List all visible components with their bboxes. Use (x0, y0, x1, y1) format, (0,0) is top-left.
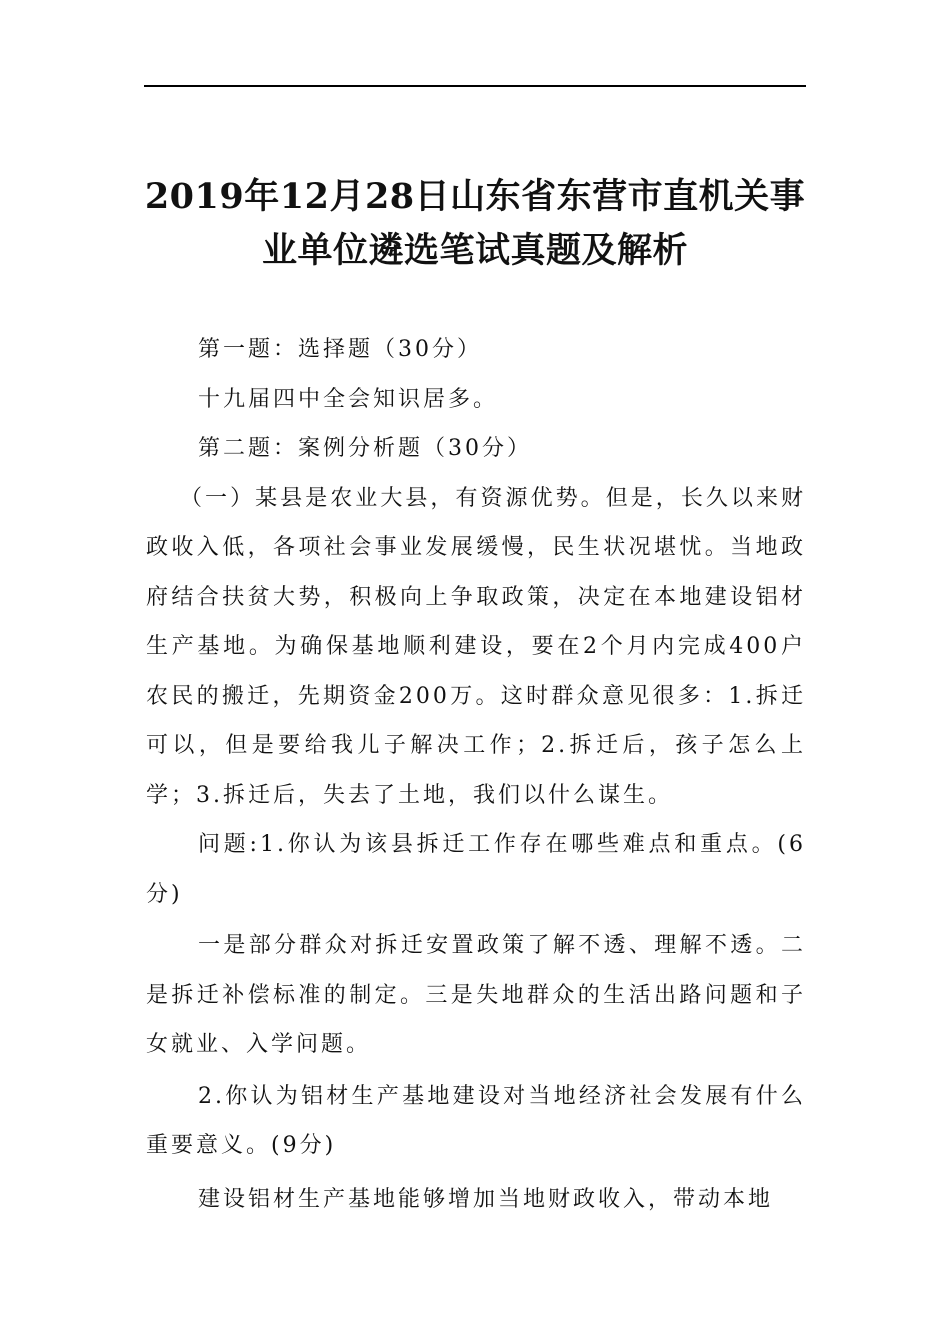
answer-1: 一是部分群众对拆迁安置政策了解不透、理解不透。二是拆迁补偿标准的制定。三是失地群众的生活出路问题和子女就业、入学问题。 (146, 933, 806, 1057)
paragraph-choice-note: 十九届四中全会知识居多。 (198, 386, 499, 412)
title-line-2: 业单位遴选笔试真题及解析 (261, 230, 688, 271)
answer-2: 建设铝材生产基地能够增加当地财政收入，带动本地 (198, 1186, 774, 1212)
document-body (146, 325, 806, 1224)
paragraph-case-description: （一）某县是农业大县，有资源优势。但是，长久以来财政收入低，各项社会事业发展缓慢，民生状况堪忧。当地政府结合扶贫大势，积极向上争取政策，决定在本地建设铝材生产基地。为确保基地顺利建设，要在2个月内完成400户农民的搬迁，先期资金200万。这时群众意见很多：1.拆迁可以，但是要给我儿子解决工作；2.拆迁后，孩子怎么上学；3.拆迁后，失去了土地，我们以什么谋生。 (146, 485, 806, 808)
header-rule (144, 85, 806, 87)
document-title (110, 170, 840, 278)
section-heading-choice: 第一题：选择题（30分） (198, 337, 482, 362)
question-1: 问题:1.你认为该县拆迁工作存在哪些难点和重点。(6分) (146, 832, 806, 907)
question-2: 2.你认为铝材生产基地建设对当地经济社会发展有什么重要意义。(9分) (146, 1083, 806, 1158)
section-heading-case: 第二题：案例分析题（30分） (198, 436, 532, 461)
title-line-1: 2019年12月28日山东省东营市直机关事 (144, 176, 806, 217)
